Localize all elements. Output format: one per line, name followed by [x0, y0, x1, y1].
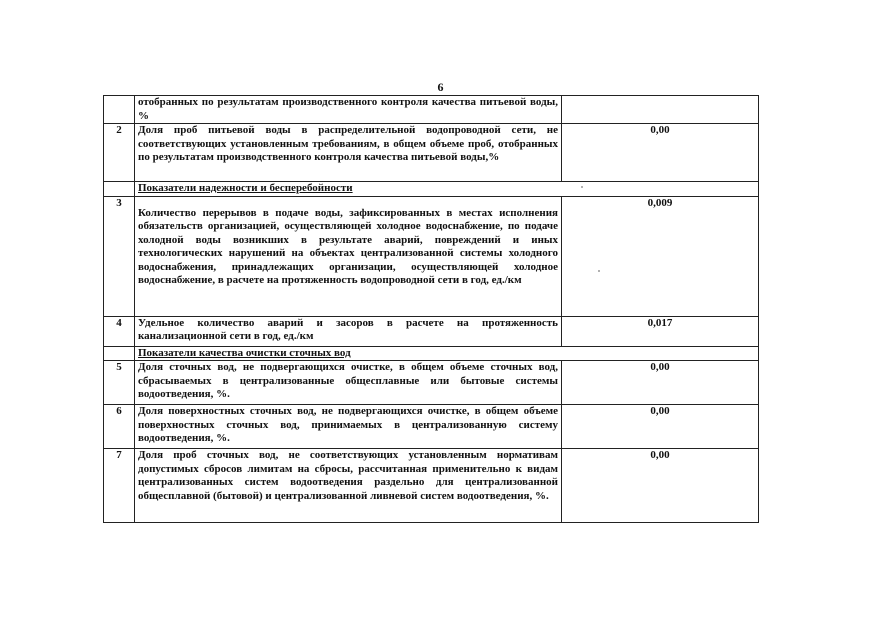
- row-description: отобранных по результатам производственного контроля качества питьевой воды, %: [135, 96, 562, 124]
- page-number: 6: [437, 80, 444, 94]
- table-row: [104, 449, 759, 523]
- scan-speck: [598, 270, 600, 272]
- row-number: [104, 96, 135, 124]
- row-number: 7: [104, 449, 135, 523]
- row-description: Доля проб питьевой воды в распределительной водопроводной сети, не соответствующих установленным требованиям, в общем объеме проб, отобранных по результатам производственного контроля качества питьевой воды,%: [135, 124, 562, 182]
- row-value: 0,00: [562, 361, 759, 405]
- row-number: 3: [104, 196, 135, 316]
- section-row: [104, 346, 759, 361]
- row-number: 5: [104, 361, 135, 405]
- row-value: 0,00: [562, 124, 759, 182]
- table-row: [104, 124, 759, 182]
- indicators-table: [103, 95, 759, 523]
- table-row: [104, 96, 759, 124]
- table-row: [104, 196, 759, 316]
- row-description: Количество перерывов в подаче воды, зафиксированных в местах исполнения обязательств организацией, осуществляющей холодное водоснабжение, по подаче холодной воды возникших в результате аварий, повреждений и иных технологических нарушений на объектах централизованной системы холодного водоснабжения, принадлежащих организации, осуществляющей холодное водоснабжение, в расчете на протяженность водопроводной сети в год, ед./км: [135, 196, 562, 316]
- row-description: Удельное количество аварий и засоров в расчете на протяженность канализационной сети в год, ед./км: [135, 316, 562, 346]
- row-description: Доля сточных вод, не подвергающихся очистке, в общем объеме сточных вод, сбрасываемых в централизованные общесплавные или бытовые системы водоотведения, %.: [135, 361, 562, 405]
- scan-speck: [581, 186, 583, 188]
- section-title-wastewater: Показатели качества очистки сточных вод: [135, 346, 759, 361]
- row-value: 0,017: [562, 316, 759, 346]
- row-number: 4: [104, 316, 135, 346]
- row-description: Доля проб сточных вод, не соответствующих установленным нормативам допустимых сбросов лимитам на сбросы, рассчитанная применительно к видам централизованных систем водоотведения раздельно для централизованной общесплавной (бытовой) и централизованной ливневой систем водоотведения, %.: [135, 449, 562, 523]
- table-row: [104, 361, 759, 405]
- row-number: 6: [104, 405, 135, 449]
- section-title-reliability: Показатели надежности и бесперебойности: [135, 182, 759, 197]
- row-value: 0,009: [562, 196, 759, 316]
- row-description: Доля поверхностных сточных вод, не подвергающихся очистке, в общем объеме поверхностных сточных вод, принимаемых в централизованную систему водоотведения, %.: [135, 405, 562, 449]
- table-row: [104, 316, 759, 346]
- section-row: [104, 182, 759, 197]
- row-number: 2: [104, 124, 135, 182]
- table-row: [104, 405, 759, 449]
- row-value: [562, 96, 759, 124]
- row-value: 0,00: [562, 449, 759, 523]
- row-value: 0,00: [562, 405, 759, 449]
